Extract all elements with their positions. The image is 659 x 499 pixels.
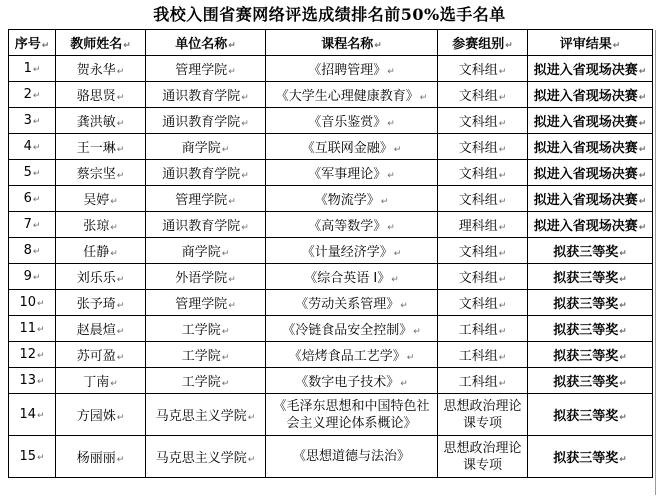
cell-unit	[146, 212, 266, 238]
cell-unit-text: 管理学院	[175, 63, 228, 78]
cell-course-text: 《招聘管理》	[308, 63, 387, 78]
cell-course	[266, 368, 438, 394]
cell-teacher-name	[56, 56, 146, 82]
table-row	[9, 264, 653, 290]
cell-group	[438, 108, 528, 134]
cell-course-text: 《焙烤食品工艺学》	[288, 349, 406, 364]
cell-teacher-name	[56, 436, 146, 478]
cell-unit-text: 工学院	[181, 375, 221, 390]
cell-course	[266, 134, 438, 160]
cell-teacher-name	[56, 82, 146, 108]
paragraph-mark-icon: ↵	[116, 119, 125, 129]
cell-group-text: 思想政治理论课专项	[443, 440, 522, 473]
cell-result	[528, 160, 653, 186]
cell-unit	[146, 264, 266, 290]
table-row	[9, 436, 653, 478]
cell-unit	[146, 160, 266, 186]
cell-result	[528, 316, 653, 342]
paragraph-mark-icon: ↵	[498, 249, 507, 259]
cell-course	[266, 238, 438, 264]
cell-course-text: 《劳动关系管理》	[295, 297, 400, 312]
header-result: 评审结果↵	[528, 30, 653, 56]
cell-serial-text: 10	[19, 295, 36, 310]
cell-result-text: 拟获三等奖	[553, 245, 619, 260]
paragraph-mark-icon: ↵	[638, 119, 647, 129]
table-row	[9, 238, 653, 264]
cell-group	[438, 436, 528, 478]
cell-result-text: 拟进入省现场决赛	[533, 219, 638, 234]
paragraph-mark-icon: ↵	[241, 93, 249, 103]
cell-teacher-name	[56, 342, 146, 368]
cell-course-text: 《互联网金融》	[301, 141, 393, 156]
table-row	[9, 342, 653, 368]
paragraph-mark-icon: ↵	[638, 171, 647, 181]
cell-serial	[9, 238, 56, 264]
cell-course	[266, 394, 438, 436]
cell-result-text: 拟获三等奖	[553, 409, 619, 424]
cell-result-text: 拟获三等奖	[553, 271, 619, 286]
cell-teacher-name	[56, 160, 146, 186]
cell-group-text: 工科组	[458, 349, 498, 364]
cell-serial	[9, 342, 56, 368]
cell-unit-text: 通识教育学院	[162, 89, 241, 104]
cell-course-text: 《思想道德与法治》	[292, 449, 410, 464]
cell-course	[266, 82, 438, 108]
paragraph-mark-icon: ↵	[380, 197, 389, 207]
paragraph-mark-icon: ↵	[498, 223, 507, 233]
paragraph-mark-icon: ↵	[393, 145, 402, 155]
cell-serial-text: 5	[23, 165, 32, 180]
paragraph-mark-icon: ↵	[32, 221, 41, 231]
cell-result-text: 拟进入省现场决赛	[533, 63, 638, 78]
cell-unit-text: 管理学院	[175, 297, 228, 312]
paragraph-mark-icon: ↵	[638, 93, 647, 103]
cell-result	[528, 290, 653, 316]
paragraph-mark-icon: ↵	[116, 413, 125, 423]
paragraph-mark-icon: ↵	[387, 171, 395, 181]
cell-result-text: 拟进入省现场决赛	[533, 115, 638, 130]
paragraph-mark-icon: ↵	[400, 301, 408, 311]
cell-group	[438, 56, 528, 82]
cell-unit-text: 马克思主义学院	[155, 451, 247, 466]
cell-unit	[146, 108, 266, 134]
cell-unit-text: 商学院	[181, 141, 221, 156]
paragraph-mark-icon: ↵	[116, 275, 125, 285]
paragraph-mark-icon: ↵	[619, 275, 627, 285]
cell-result	[528, 82, 653, 108]
paragraph-mark-icon: ↵	[247, 455, 256, 465]
cell-serial-text: 2	[23, 87, 32, 102]
paragraph-mark-icon: ↵	[32, 169, 41, 179]
paragraph-mark-icon: ↵	[619, 379, 627, 389]
cell-group-text: 文科组	[458, 245, 498, 260]
paragraph-mark-icon: ↵	[498, 67, 507, 77]
paragraph-mark-icon: ↵	[116, 93, 125, 103]
paragraph-mark-icon: ↵	[413, 327, 421, 337]
paragraph-mark-icon: ↵	[221, 327, 230, 337]
cell-teacher-name-text: 张琼	[83, 219, 110, 234]
cell-serial	[9, 82, 56, 108]
cell-result-text: 拟进入省现场决赛	[533, 141, 638, 156]
cell-course	[266, 316, 438, 342]
cell-unit-text: 工学院	[181, 323, 221, 338]
cell-result	[528, 56, 653, 82]
cell-teacher-name-text: 蔡宗坚	[76, 167, 116, 182]
cell-group	[438, 134, 528, 160]
cell-teacher-name-text: 贺永华	[76, 63, 116, 78]
cell-course	[266, 342, 438, 368]
paragraph-mark-icon: ↵	[241, 171, 249, 181]
cell-unit-text: 管理学院	[175, 193, 228, 208]
paragraph-mark-icon: ↵	[228, 197, 236, 207]
paragraph-mark-icon: ↵	[32, 117, 41, 127]
paragraph-mark-icon: ↵	[498, 145, 507, 155]
paragraph-mark-icon: ↵	[498, 171, 507, 181]
cell-course-text: 《物流学》	[314, 193, 380, 208]
cell-group-text: 文科组	[458, 193, 498, 208]
paragraph-mark-icon: ↵	[498, 275, 507, 285]
cell-serial-text: 13	[19, 373, 36, 388]
header-unit: 单位名称↵	[146, 30, 266, 56]
cell-result-text: 拟获三等奖	[553, 451, 619, 466]
paragraph-mark-icon: ↵	[387, 223, 395, 233]
paragraph-mark-icon: ↵	[37, 325, 45, 335]
paragraph-mark-icon: ↵	[116, 67, 125, 77]
cell-teacher-name	[56, 108, 146, 134]
cell-unit-text: 外语学院	[175, 271, 228, 286]
cell-teacher-name-text: 苏可盈	[76, 349, 116, 364]
paragraph-mark-icon: ↵	[32, 273, 41, 283]
table-row	[9, 316, 653, 342]
cell-serial	[9, 368, 56, 394]
cell-course	[266, 56, 438, 82]
cell-serial-text: 14	[19, 407, 36, 422]
cell-result-text: 拟进入省现场决赛	[533, 167, 638, 182]
cell-teacher-name-text: 刘乐乐	[76, 271, 116, 286]
cell-unit	[146, 342, 266, 368]
cell-group-text: 文科组	[458, 271, 498, 286]
paragraph-mark-icon: ↵	[400, 379, 408, 389]
cell-teacher-name	[56, 394, 146, 436]
cell-group-text: 文科组	[458, 63, 498, 78]
cell-serial-text: 7	[23, 217, 32, 232]
paragraph-mark-icon: ↵	[498, 327, 507, 337]
paragraph-mark-icon: ↵	[221, 353, 230, 363]
header-serial: 序号↵	[9, 30, 56, 56]
cell-teacher-name-text: 张予琦	[76, 297, 116, 312]
cell-teacher-name-text: 龚洪敏	[76, 115, 116, 130]
header-course: 课程名称↵	[266, 30, 438, 56]
cell-serial-text: 12	[19, 347, 36, 362]
paragraph-mark-icon: ↵	[32, 65, 41, 75]
cell-result	[528, 368, 653, 394]
cell-serial	[9, 160, 56, 186]
cell-unit-text: 马克思主义学院	[155, 409, 247, 424]
table-body	[9, 56, 653, 478]
paragraph-mark-icon: ↵	[228, 275, 236, 285]
cell-result	[528, 394, 653, 436]
cell-serial-text: 1	[23, 61, 32, 76]
table-row	[9, 394, 653, 436]
paragraph-mark-icon: ↵	[619, 353, 627, 363]
paragraph-mark-icon: ↵	[32, 195, 41, 205]
cell-serial-text: 6	[23, 191, 32, 206]
cell-serial	[9, 56, 56, 82]
paragraph-mark-icon: ↵	[619, 327, 627, 337]
paragraph-mark-icon: ↵	[37, 351, 45, 361]
cell-course-text: 《军事理论》	[308, 167, 387, 182]
cell-result	[528, 238, 653, 264]
table-row	[9, 56, 653, 82]
cell-teacher-name-text: 方园姝	[76, 409, 116, 424]
paragraph-mark-icon: ↵	[241, 223, 249, 233]
cell-group-text: 理科组	[458, 219, 498, 234]
paragraph-mark-icon: ↵	[498, 353, 507, 363]
cell-course	[266, 212, 438, 238]
cell-course-text: 《高等数学》	[308, 219, 387, 234]
table-row	[9, 368, 653, 394]
paragraph-mark-icon: ↵	[37, 411, 45, 421]
cell-course	[266, 264, 438, 290]
cell-course-text: 《冷链食品安全控制》	[282, 323, 413, 338]
cell-unit	[146, 394, 266, 436]
cell-teacher-name	[56, 290, 146, 316]
cell-group	[438, 82, 528, 108]
cell-group	[438, 342, 528, 368]
cell-result-text: 拟获三等奖	[553, 349, 619, 364]
cell-course	[266, 186, 438, 212]
paragraph-mark-icon: ↵	[638, 67, 647, 77]
cell-course	[266, 290, 438, 316]
cell-course-text: 《毛泽东思想和中国特色社会主义理论体系概论》	[273, 398, 430, 431]
page-edge-rule	[655, 30, 656, 495]
table-row	[9, 160, 653, 186]
cell-serial-text: 8	[23, 243, 32, 258]
paragraph-mark-icon: ↵	[110, 379, 118, 389]
cell-result	[528, 134, 653, 160]
cell-serial	[9, 394, 56, 436]
paragraph-mark-icon: ↵	[241, 119, 249, 129]
paragraph-mark-icon: ↵	[110, 249, 118, 259]
paragraph-mark-icon: ↵	[37, 299, 45, 309]
cell-unit	[146, 56, 266, 82]
table-row	[9, 186, 653, 212]
paragraph-mark-icon: ↵	[228, 301, 236, 311]
cell-group	[438, 290, 528, 316]
header-teacher-name: 教师姓名↵	[56, 30, 146, 56]
cell-group	[438, 238, 528, 264]
paragraph-mark-icon: ↵	[419, 93, 428, 103]
cell-course-text: 《数字电子技术》	[295, 375, 400, 390]
paragraph-mark-icon: ↵	[387, 119, 395, 129]
paragraph-mark-icon: ↵	[247, 413, 256, 423]
cell-serial-text: 9	[23, 269, 32, 284]
paragraph-mark-icon: ↵	[393, 249, 402, 259]
paragraph-mark-icon: ↵	[406, 353, 415, 363]
paragraph-mark-icon: ↵	[116, 301, 125, 311]
cell-group-text: 工科组	[458, 375, 498, 390]
cell-teacher-name	[56, 316, 146, 342]
cell-course	[266, 108, 438, 134]
cell-result-text: 拟进入省现场决赛	[533, 193, 638, 208]
cell-course-text: 《计量经济学》	[301, 245, 393, 260]
cell-group	[438, 394, 528, 436]
cell-serial	[9, 290, 56, 316]
page-title: 我校入围省赛网络评选成绩排名前50%选手名单	[153, 5, 506, 24]
paragraph-mark-icon: ↵	[32, 247, 41, 257]
paragraph-mark-icon: ↵	[116, 145, 125, 155]
paragraph-mark-icon: ↵	[32, 91, 41, 101]
paragraph-mark-icon: ↵	[221, 249, 230, 259]
cell-result-text: 拟获三等奖	[553, 375, 619, 390]
cell-teacher-name	[56, 238, 146, 264]
paragraph-mark-icon: ↵	[391, 275, 399, 285]
results-table	[8, 29, 653, 478]
cell-group-text: 文科组	[458, 89, 498, 104]
cell-unit	[146, 316, 266, 342]
paragraph-mark-icon: ↵	[498, 197, 507, 207]
cell-unit-text: 通识教育学院	[162, 115, 241, 130]
cell-group	[438, 368, 528, 394]
cell-unit	[146, 186, 266, 212]
paragraph-mark-icon: ↵	[638, 197, 647, 207]
cell-group-text: 文科组	[458, 167, 498, 182]
cell-unit-text: 工学院	[181, 349, 221, 364]
cell-group-text: 思想政治理论课专项	[443, 398, 522, 431]
cell-teacher-name	[56, 212, 146, 238]
paragraph-mark-icon: ↵	[221, 379, 230, 389]
cell-course-text: 《音乐鉴赏》	[308, 115, 387, 130]
paragraph-mark-icon: ↵	[116, 171, 125, 181]
cell-teacher-name-text: 丁南	[83, 375, 110, 390]
cell-teacher-name-text: 骆思贤	[76, 89, 116, 104]
paragraph-mark-icon: ↵	[37, 377, 45, 387]
cell-group-text: 工科组	[458, 323, 498, 338]
paragraph-mark-icon: ↵	[619, 455, 627, 465]
paragraph-mark-icon: ↵	[110, 223, 118, 233]
cell-unit	[146, 368, 266, 394]
cell-serial-text: 15	[19, 449, 36, 464]
cell-teacher-name-text: 王一琳	[76, 141, 116, 156]
paragraph-mark-icon: ↵	[498, 93, 507, 103]
table-row	[9, 108, 653, 134]
cell-serial	[9, 186, 56, 212]
table-row	[9, 134, 653, 160]
cell-teacher-name-text: 吴婷	[83, 193, 110, 208]
cell-result	[528, 108, 653, 134]
cell-unit	[146, 436, 266, 478]
cell-course	[266, 436, 438, 478]
cell-serial-text: 11	[19, 321, 36, 336]
cell-result	[528, 436, 653, 478]
paragraph-mark-icon: ↵	[116, 353, 125, 363]
table-header-row	[9, 30, 653, 56]
paragraph-mark-icon: ↵	[619, 301, 627, 311]
cell-teacher-name-text: 杨丽丽	[76, 451, 116, 466]
cell-group	[438, 316, 528, 342]
cell-unit	[146, 82, 266, 108]
paragraph-mark-icon: ↵	[638, 145, 647, 155]
cell-teacher-name	[56, 134, 146, 160]
paragraph-mark-icon: ↵	[619, 249, 627, 259]
paragraph-mark-icon: ↵	[37, 453, 45, 463]
cell-result	[528, 342, 653, 368]
cell-serial-text: 3	[23, 113, 32, 128]
cell-course	[266, 160, 438, 186]
table-row	[9, 290, 653, 316]
cell-result-text: 拟获三等奖	[553, 323, 619, 338]
paragraph-mark-icon: ↵	[228, 67, 236, 77]
cell-unit-text: 商学院	[181, 245, 221, 260]
paragraph-mark-icon: ↵	[638, 223, 647, 233]
paragraph-mark-icon: ↵	[619, 413, 627, 423]
cell-unit	[146, 134, 266, 160]
cell-serial	[9, 316, 56, 342]
cell-serial	[9, 134, 56, 160]
cell-unit	[146, 290, 266, 316]
cell-course-text: 《大学生心理健康教育》	[275, 89, 419, 104]
paragraph-mark-icon: ↵	[110, 197, 118, 207]
paragraph-mark-icon: ↵	[116, 455, 125, 465]
cell-result	[528, 212, 653, 238]
cell-result-text: 拟进入省现场决赛	[533, 89, 638, 104]
cell-serial	[9, 436, 56, 478]
paragraph-mark-icon: ↵	[387, 67, 395, 77]
cell-group	[438, 264, 528, 290]
cell-course-text: 《综合英语 I》	[304, 271, 391, 286]
cell-unit	[146, 238, 266, 264]
cell-unit-text: 通识教育学院	[162, 167, 241, 182]
cell-teacher-name	[56, 264, 146, 290]
cell-serial	[9, 212, 56, 238]
cell-unit-text: 通识教育学院	[162, 219, 241, 234]
paragraph-mark-icon: ↵	[498, 119, 507, 129]
paragraph-mark-icon: ↵	[498, 301, 507, 311]
cell-result	[528, 186, 653, 212]
cell-group-text: 文科组	[458, 115, 498, 130]
cell-serial	[9, 264, 56, 290]
paragraph-mark-icon: ↵	[498, 379, 507, 389]
table-row	[9, 82, 653, 108]
cell-teacher-name-text: 任静	[83, 245, 110, 260]
paragraph-mark-icon: ↵	[221, 145, 230, 155]
paragraph-mark-icon: ↵	[32, 143, 41, 153]
cell-group	[438, 160, 528, 186]
header-group: 参赛组别↵	[438, 30, 528, 56]
cell-result	[528, 264, 653, 290]
cell-result-text: 拟获三等奖	[553, 297, 619, 312]
cell-serial-text: 4	[23, 139, 32, 154]
cell-group	[438, 212, 528, 238]
cell-group-text: 文科组	[458, 297, 498, 312]
cell-group	[438, 186, 528, 212]
table-row	[9, 212, 653, 238]
cell-teacher-name	[56, 368, 146, 394]
cell-serial	[9, 108, 56, 134]
cell-teacher-name	[56, 186, 146, 212]
cell-group-text: 文科组	[458, 141, 498, 156]
paragraph-mark-icon: ↵	[116, 327, 125, 337]
cell-teacher-name-text: 赵晨煊	[76, 323, 116, 338]
